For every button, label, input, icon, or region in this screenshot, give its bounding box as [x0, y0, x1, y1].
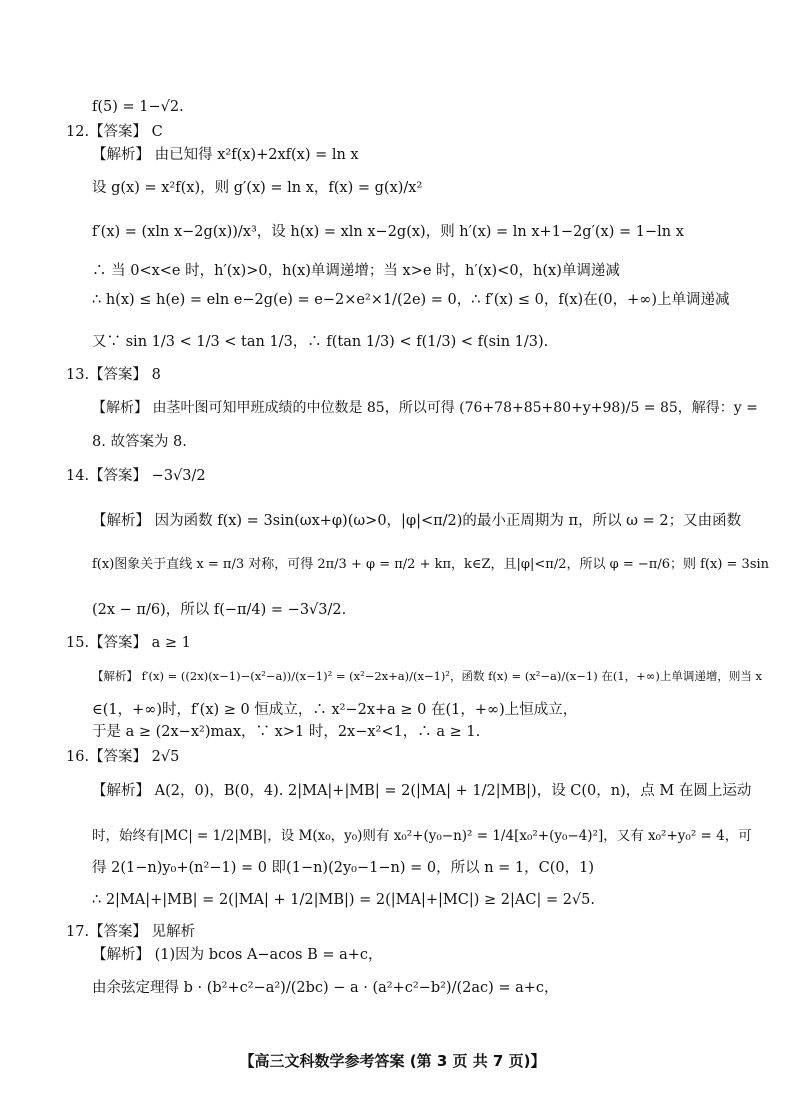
question-12-answer: 12.【答案】 C: [66, 124, 163, 140]
text-line: ∴ h(x) ≤ h(e) = eln e−2g(e) = e−2×e²×1/(2e) = 0，∴ f′(x) ≤ 0，f(x)在(0，+∞)上单调递减: [92, 292, 730, 308]
text-line: ∴ 2|MA|+|MB| = 2(|MA| + 1/2|MB|) = 2(|MA|+|MC|) ≥ 2|AC| = 2√5.: [92, 892, 595, 908]
question-15-analysis: 【解析】 f′(x) = ((2x)(x−1)−(x²−a))/(x−1)² = (x²−2x+a)/(x−1)²，函数 f(x) = (x²−a)/(x−1) 在(1，+∞)上单调递增，则当 x: [92, 669, 762, 683]
text-line: 设 g(x) = x²f(x)，则 g′(x) = ln x，f(x) = g(x)/x²: [92, 180, 423, 196]
text-line: f(x)图象关于直线 x = π/3 对称，可得 2π/3 + φ = π/2 + kπ，k∈Z，且|φ|<π/2，所以 φ = −π/6；则 f(x) = 3sin: [92, 557, 770, 572]
question-16-analysis: 【解析】 A(2，0)，B(0，4). 2|MA|+|MB| = 2(|MA| + 1/2|MB|)，设 C(0，n)，点 M 在圆上运动: [92, 783, 752, 799]
text-line: ∴ 当 0<x<e 时，h′(x)>0，h(x)单调递增；当 x>e 时，h′(x)<0，h(x)单调递减: [92, 263, 620, 279]
question-15-answer: 15.【答案】 a ≥ 1: [66, 635, 191, 651]
text-line: 又∵ sin 1/3 < 1/3 < tan 1/3，∴ f(tan 1/3) < f(1/3) < f(sin 1/3).: [92, 334, 549, 350]
text-line: ∈(1，+∞)时，f′(x) ≥ 0 恒成立，∴ x²−2x+a ≥ 0 在(1，+∞)上恒成立，: [92, 702, 578, 718]
text-line: (2x − π/6)，所以 f(−π/4) = −3√3/2.: [92, 602, 347, 618]
text-line: 时，始终有|MC| = 1/2|MB|，设 M(x₀，y₀)则有 x₀²+(y₀−n)² = 1/4[x₀²+(y₀−4)²]，又有 x₀²+y₀² = 4，可: [92, 828, 752, 844]
question-14-answer: 14.【答案】 −3√3/2: [66, 468, 206, 484]
question-17-answer: 17.【答案】 见解析: [66, 924, 196, 940]
text-line: 8. 故答案为 8.: [92, 434, 187, 450]
question-13-answer: 13.【答案】 8: [66, 367, 161, 383]
text-line: 于是 a ≥ (2x−x²)max，∵ x>1 时，2x−x²<1，∴ a ≥ 1.: [92, 724, 481, 740]
page-footer: 【高三文科数学参考答案 (第 3 页 共 7 页)】: [239, 1052, 546, 1070]
question-12-analysis: 【解析】 由已知得 x²f(x)+2xf(x) = ln x: [92, 147, 359, 163]
question-17-analysis: 【解析】 (1)因为 bcos A−acos B = a+c，: [92, 947, 383, 963]
question-13-analysis: 【解析】 由茎叶图可知甲班成绩的中位数是 85，所以可得 (76+78+85+80+y+98)/5 = 85，解得：y =: [92, 400, 758, 416]
text-line: 由余弦定理得 b · (b²+c²−a²)/(2bc) − a · (a²+c²−b²)/(2ac) = a+c，: [92, 980, 559, 996]
text-line: 得 2(1−n)y₀+(n²−1) = 0 即(1−n)(2y₀−1−n) = 0，所以 n = 1，C(0，1): [92, 860, 594, 876]
text-line: f(5) = 1−√2.: [92, 99, 184, 115]
question-14-analysis: 【解析】 因为函数 f(x) = 3sin(ωx+φ)(ω>0，|φ|<π/2)的最小正周期为 π，所以 ω = 2；又由函数: [92, 513, 742, 529]
question-16-answer: 16.【答案】 2√5: [66, 749, 180, 765]
text-line: f′(x) = (xln x−2g(x))/x³，设 h(x) = xln x−2g(x)，则 h′(x) = ln x+1−2g′(x) = 1−ln x: [92, 224, 684, 240]
